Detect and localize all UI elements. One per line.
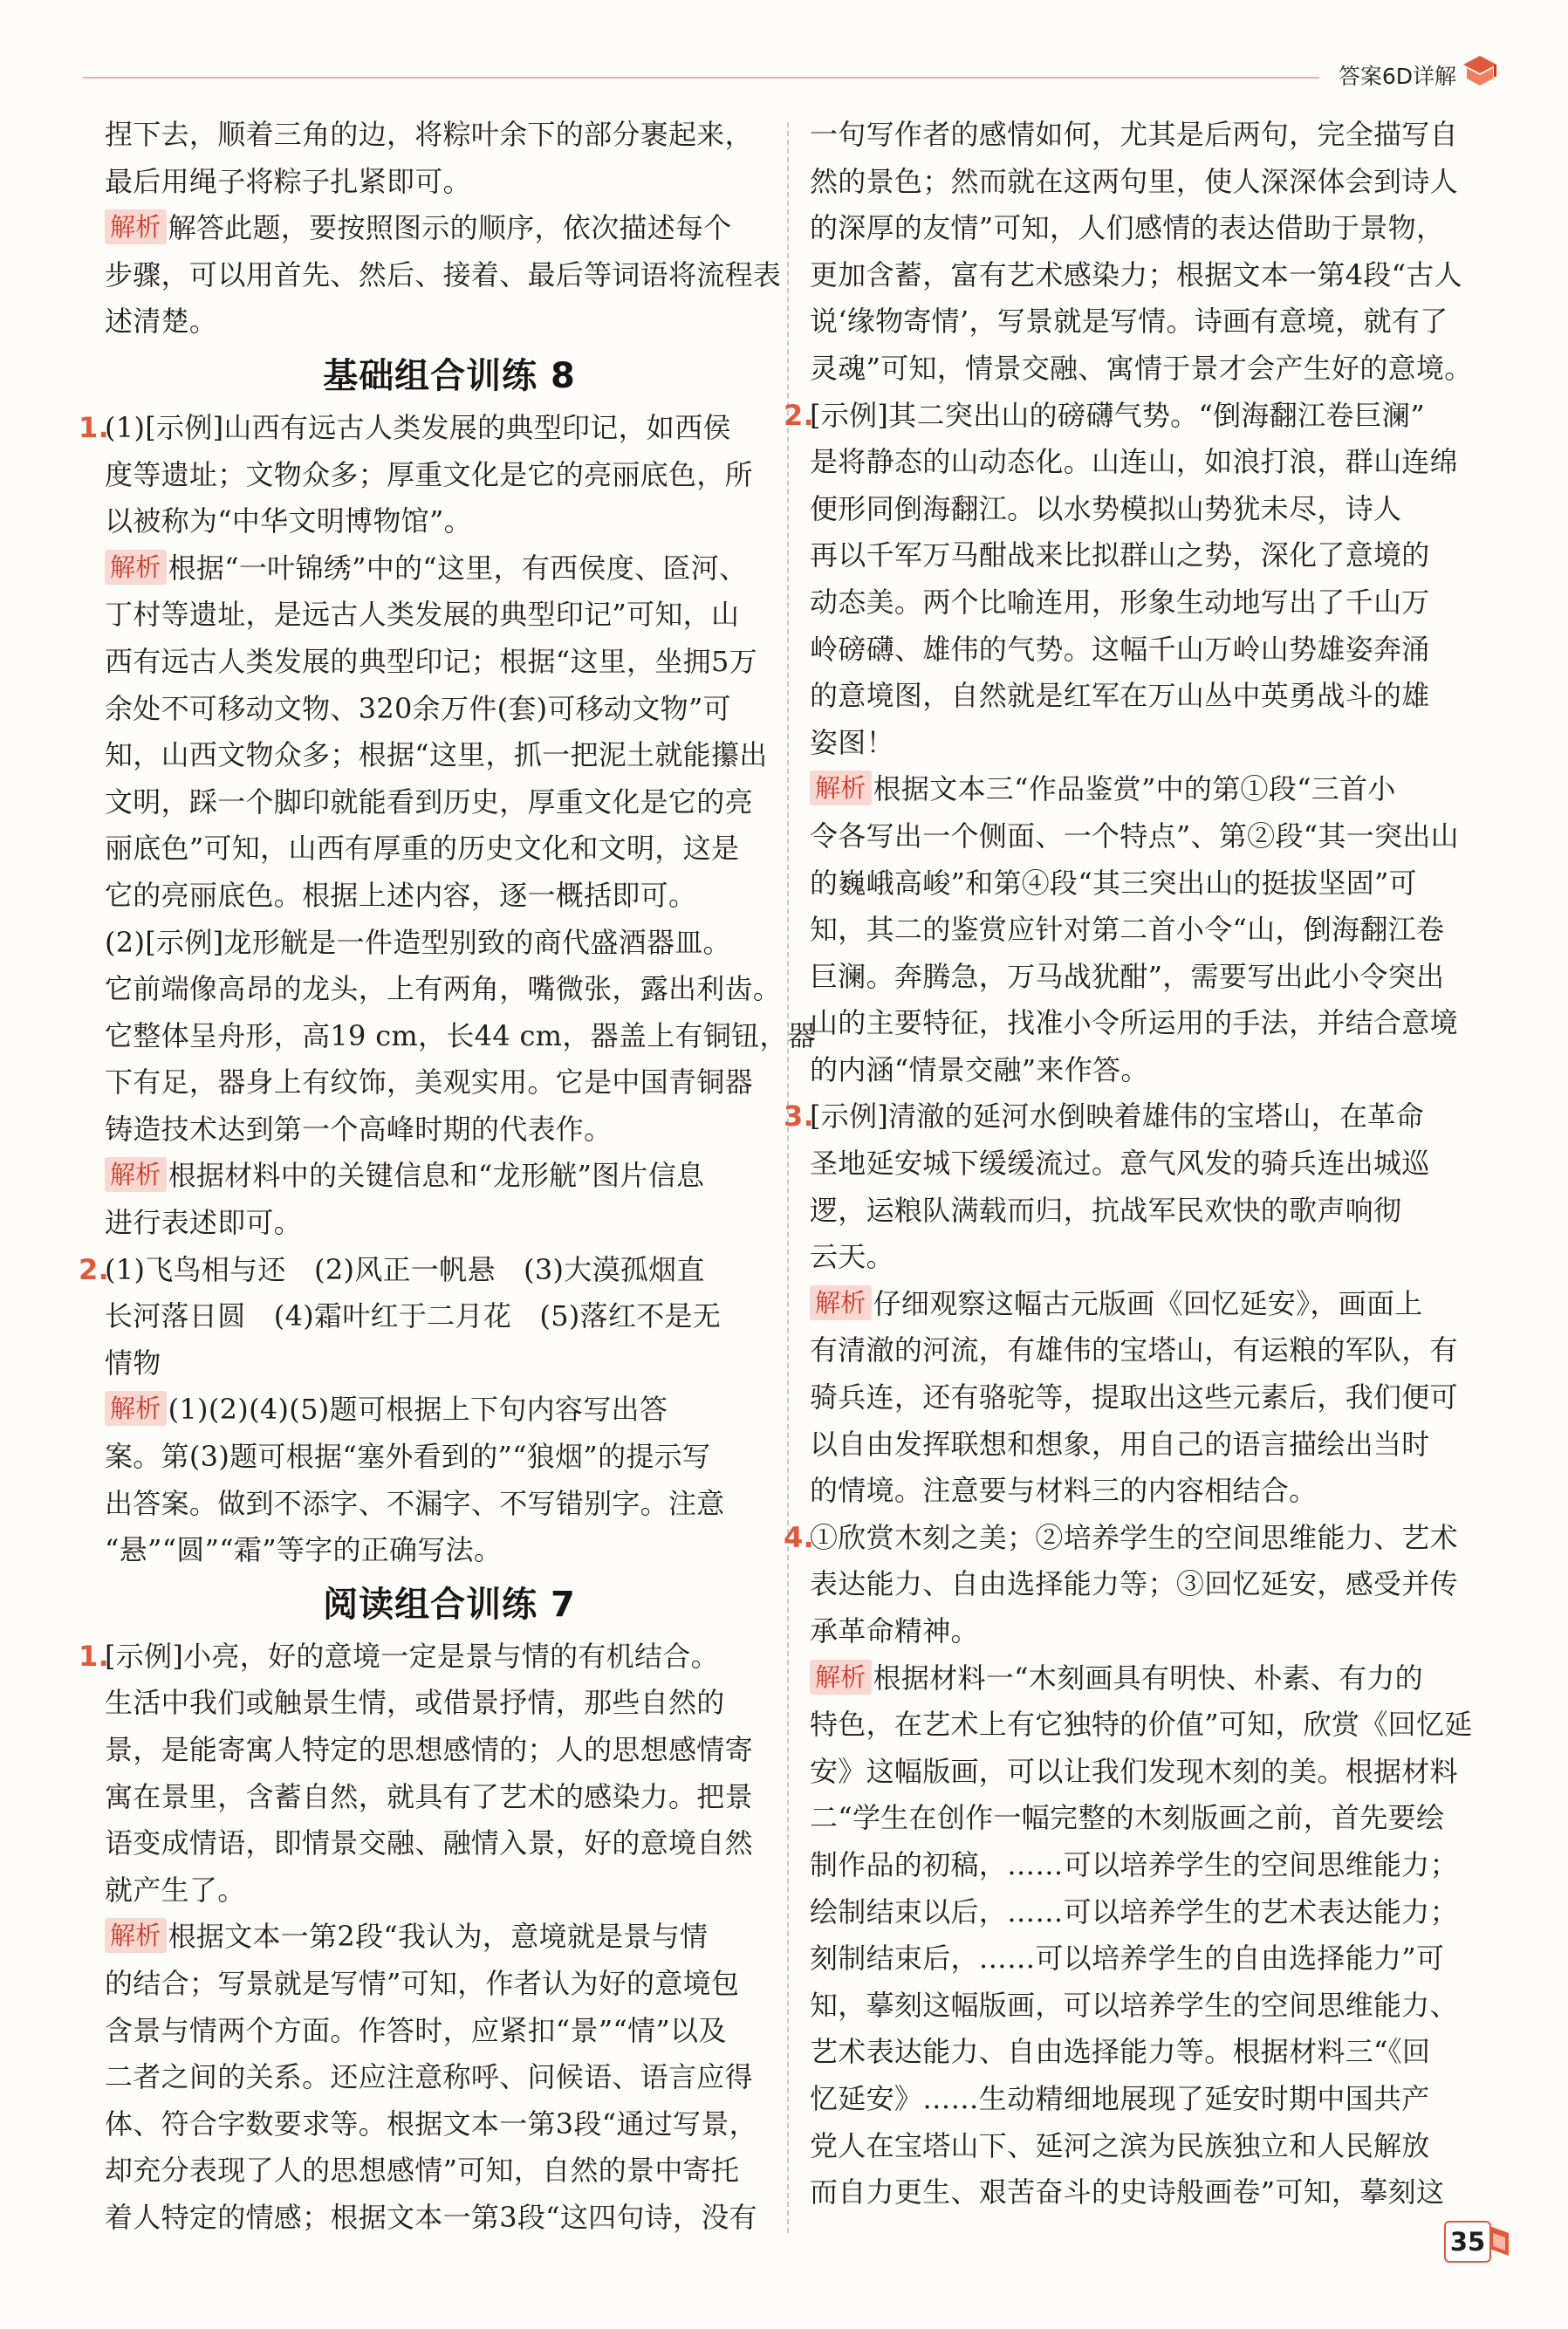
text-line: (1)飞鸟相与还 (2)风正一帆悬 (3)大漠孤烟直 xyxy=(105,1252,705,1286)
text-line: 是将静态的山动态化。山连山，如浪打浪，群山连绵 xyxy=(810,445,1458,479)
question-number: 1. xyxy=(79,410,110,444)
right-column xyxy=(784,112,1499,2216)
text-line: 文明，踩一个脚印就能看到历史，厚重文化是它的亮 xyxy=(105,784,753,819)
page-corner-icon xyxy=(1489,2226,1509,2256)
analysis-tag: 解析 xyxy=(810,771,872,805)
section-title-basic-8: 基础组合训练 8 xyxy=(323,355,576,396)
text-line: 姿图！ xyxy=(810,725,894,759)
text-line: 就产生了。 xyxy=(105,1873,246,1907)
text-line: [示例]其二突出山的磅礴气势。“倒海翻江卷巨澜” xyxy=(810,398,1425,432)
text-line: 山的主要特征，找准小令所运用的手法，并结合意境 xyxy=(810,1006,1458,1040)
left-column xyxy=(79,112,817,2242)
text-line: 着人特定的情感；根据文本一第3段“这四句诗，没有 xyxy=(105,2200,757,2234)
question-number: 4. xyxy=(784,1520,815,1554)
text-line: 更加含蓄，富有艺术感染力；根据文本一第4段“古人 xyxy=(810,257,1462,291)
text-line: 的巍峨高峻”和第④段“其三突出山的挺拔坚固”可 xyxy=(810,866,1417,900)
text-line: 一句写作者的感情如何，尤其是后两句，完全描写自 xyxy=(810,118,1458,151)
header-rule xyxy=(83,77,1319,79)
text-line: 丽底色”可知，山西有厚重的历史文化和文明，这是 xyxy=(105,832,740,866)
text-line: 度等遗址；文物众多；厚重文化是它的亮丽底色，所 xyxy=(105,457,753,491)
text-line: 的结合；写景就是写情”可知，作者认为好的意境包 xyxy=(105,1966,740,2000)
text-line: 圣地延安城下缓缓流过。意气风发的骑兵连出城巡 xyxy=(810,1147,1430,1181)
text-line: 二者之间的关系。还应注意称呼、问候语、语言应得 xyxy=(105,2060,753,2094)
text-line: ①欣赏木刻之美；②培养学生的空间思维能力、艺术 xyxy=(810,1520,1458,1554)
text-line: 它的亮丽底色。根据上述内容，逐一概括即可。 xyxy=(105,878,697,912)
reading-question-1 xyxy=(79,1634,794,2242)
text-line: 安》这幅版画，可以让我们发现木刻的美。根据材料 xyxy=(810,1754,1458,1788)
text-line: 案。第(3)题可根据“塞外看到的”“狼烟”的提示写 xyxy=(105,1440,711,1474)
text-line: (2)[示例]龙形觥是一件造型别致的商代盛酒器皿。 xyxy=(105,925,731,959)
text-line: 然的景色；然而就在这两句里，使人深深体会到诗人 xyxy=(810,164,1458,198)
text-line: 有清澈的河流，有雄伟的宝塔山，有运粮的军队，有 xyxy=(810,1333,1458,1367)
reading-question-4 xyxy=(784,1515,1499,2216)
text-line: 的情境。注意要与材料三的内容相结合。 xyxy=(810,1474,1318,1508)
text-line: 承革命精神。 xyxy=(810,1614,979,1647)
text-line: 它整体呈舟形，高19 cm，长44 cm，器盖上有铜钮，器 xyxy=(105,1018,817,1052)
text-line: 的意境图，自然就是红军在万山丛中英勇战斗的雄 xyxy=(810,679,1430,713)
text-line: 二“学生在创作一幅完整的木刻版画之前，首先要绘 xyxy=(810,1801,1445,1835)
text-line: 忆延安》……生动精细地展现了延安时期中国共产 xyxy=(810,2081,1430,2115)
analysis-text: 根据“一叶锦绣”中的“这里，有西侯度、匼河、 xyxy=(168,551,748,585)
text-line: 灵魂”可知，情景交融、寓情于景才会产生好的意境。 xyxy=(810,351,1473,385)
analysis-tag: 解析 xyxy=(810,1285,872,1320)
text-line: 铸造技术达到第一个高峰时期的代表作。 xyxy=(105,1112,613,1146)
text-line: 的深厚的友情”可知，人们感情的表达借助于景物， xyxy=(810,211,1445,245)
text-line: 体、符合字数要求等。根据文本一第3段“通过写景， xyxy=(105,2106,757,2141)
question-number: 2. xyxy=(784,398,815,432)
text-line: 述清楚。 xyxy=(105,305,218,339)
text-line: 它前端像高昂的龙头，上有两角，嘴微张，露出利齿。 xyxy=(105,972,782,1006)
text-line: 骑兵连，还有骆驼等，提取出这些元素后，我们便可 xyxy=(810,1380,1458,1415)
text-line: 余处不可移动文物、320余万件(套)可移动文物”可 xyxy=(105,691,731,725)
text-line: 巨澜。奔腾急，万马战犹酣”，需要写出此小令突出 xyxy=(810,959,1445,993)
text-line: 西有远古人类发展的典型印记；根据“这里，坐拥5万 xyxy=(105,644,757,678)
text-line: 出答案。做到不添字、不漏字、不写错别字。注意 xyxy=(105,1486,725,1520)
text-line: 捏下去，顺着三角的边，将粽叶余下的部分裹起来， xyxy=(105,118,753,151)
text-line: 制作品的初稿，……可以培养学生的空间思维能力； xyxy=(810,1847,1458,1881)
text-line: 生活中我们或触景生情，或借景抒情，那些自然的 xyxy=(105,1686,725,1720)
analysis-tag: 解析 xyxy=(105,1391,167,1426)
text-line: 表达能力、自由选择能力等；③回忆延安，感受并传 xyxy=(810,1567,1458,1601)
text-line: 以自由发挥联想和想象，用自己的语言描绘出当时 xyxy=(810,1427,1430,1461)
reading-question-2 xyxy=(784,393,1499,1094)
question-1 xyxy=(79,405,817,1247)
text-line: 岭磅礴、雄伟的气势。这幅千山万岭山势雄姿奔涌 xyxy=(810,632,1430,666)
analysis-tag: 解析 xyxy=(810,1660,872,1695)
question-number: 1. xyxy=(79,1639,110,1673)
text-line: 景，是能寄寓人特定的思想感情的；人的思想感情寄 xyxy=(105,1733,753,1766)
text-line: 再以千军万马酣战来比拟群山之势，深化了意境的 xyxy=(810,538,1430,572)
question-2 xyxy=(79,1247,794,1574)
text-line: (1)[示例]山西有远古人类发展的典型印记，如西侯 xyxy=(105,410,731,444)
analysis-tag: 解析 xyxy=(105,1157,167,1192)
text-line: 进行表述即可。 xyxy=(105,1206,303,1240)
text-line: 长河落日圆 (4)霜叶红于二月花 (5)落红不是无 xyxy=(105,1299,722,1333)
text-line: 知，摹刻这幅版画，可以培养学生的空间思维能力、 xyxy=(810,1988,1458,2022)
analysis-text: 根据材料中的关键信息和“龙形觥”图片信息 xyxy=(168,1159,705,1193)
page-header xyxy=(83,54,1498,89)
text-line: 情物 xyxy=(105,1346,161,1380)
analysis-line xyxy=(105,205,794,252)
text-line: 语变成情语，即情景交融、融情入景，好的意境自然 xyxy=(105,1826,753,1860)
text-line: 却充分表现了人的思想感情”可知，自然的景中寄托 xyxy=(105,2154,740,2188)
header-label: 答案6D详解 xyxy=(1338,64,1456,89)
analysis-text: 仔细观察这幅古元版画《回忆延安》，画面上 xyxy=(873,1286,1423,1320)
text-line: [示例]清澈的延河水倒映着雄伟的宝塔山，在革命 xyxy=(810,1099,1424,1134)
question-number: 2. xyxy=(79,1252,110,1286)
analysis-tag: 解析 xyxy=(105,209,167,244)
text-line: 以被称为“中华文明博物馆”。 xyxy=(105,504,472,538)
text-line: 而自力更生、艰苦奋斗的史诗般画卷”可知，摹刻这 xyxy=(810,2175,1445,2209)
text-line: 说‘缘物寄情’，写景就是写情。诗画有意境，就有了 xyxy=(810,305,1448,339)
analysis-text: 根据文本三“作品鉴赏”中的第①段“三首小 xyxy=(873,772,1396,806)
text-line: 艺术表达能力、自由选择能力等。根据材料三“《回 xyxy=(810,2035,1431,2069)
reading-question-3 xyxy=(784,1093,1499,1514)
text-line: 知，其二的鉴赏应针对第二首小令“山，倒海翻江卷 xyxy=(810,913,1445,947)
analysis-text: 根据文本一第2段“我认为，意境就是景与情 xyxy=(168,1920,709,1954)
question-number: 3. xyxy=(784,1099,815,1134)
book-logo-icon xyxy=(1462,54,1498,87)
text-line: 含景与情两个方面。作答时，应紧扣“景”“情”以及 xyxy=(105,2013,727,2047)
text-line: “悬”“圆”“霜”等字的正确写法。 xyxy=(105,1533,503,1567)
analysis-text: 根据材料一“木刻画具有明快、朴素、有力的 xyxy=(873,1661,1423,1695)
text-line: 令各写出一个侧面、一个特点”、第②段“其一突出山 xyxy=(810,819,1459,853)
text-line: 云天。 xyxy=(810,1240,894,1274)
text-line: 便形同倒海翻江。以水势模拟山势犹未尽，诗人 xyxy=(810,491,1402,525)
text-line: 绘制结束以后，……可以培养学生的艺术表达能力； xyxy=(810,1894,1458,1928)
text-line: [示例]小亮，好的意境一定是景与情的有机结合。 xyxy=(105,1639,719,1673)
text-line: 知，山西文物众多；根据“这里，抓一把泥土就能攥出 xyxy=(105,738,768,772)
analysis-tag: 解析 xyxy=(105,550,167,585)
text-line: 的内涵“情景交融”来作答。 xyxy=(810,1052,1149,1086)
text-line: 特色，在艺术上有它独特的价值”可知，欣赏《回忆延 xyxy=(810,1708,1473,1742)
text-line: 党人在宝塔山下、延河之滨为民族独立和人民解放 xyxy=(810,2128,1430,2162)
page-number-badge xyxy=(1444,2221,1505,2261)
analysis-tag: 解析 xyxy=(105,1918,167,1953)
text-line: 步骤，可以用首先、然后、接着、最后等词语将流程表 xyxy=(105,257,782,291)
analysis-text: 解答此题，要按照图示的顺序，依次描述每个 xyxy=(168,211,732,245)
text-line: 寓在景里，含蓄自然，就具有了艺术的感染力。把景 xyxy=(105,1779,753,1813)
text-line: 刻制结束后，……可以培养学生的自由选择能力”可 xyxy=(810,1942,1445,1976)
section-title-reading-7: 阅读组合训练 7 xyxy=(323,1584,576,1625)
analysis-text: (1)(2)(4)(5)题可根据上下句内容写出答 xyxy=(168,1393,668,1427)
text-line: 逻，运粮队满载而归，抗战军民欢快的歌声响彻 xyxy=(810,1193,1402,1227)
text-line: 最后用绳子将粽子扎紧即可。 xyxy=(105,164,471,198)
text-line: 下有足，器身上有纹饰，美观实用。它是中国青铜器 xyxy=(105,1065,753,1099)
page-number: 35 xyxy=(1444,2221,1491,2263)
text-line: 动态美。两个比喻连用，形象生动地写出了千山万 xyxy=(810,585,1430,619)
text-line: 丁村等遗址，是远古人类发展的典型印记”可知，山 xyxy=(105,598,740,632)
